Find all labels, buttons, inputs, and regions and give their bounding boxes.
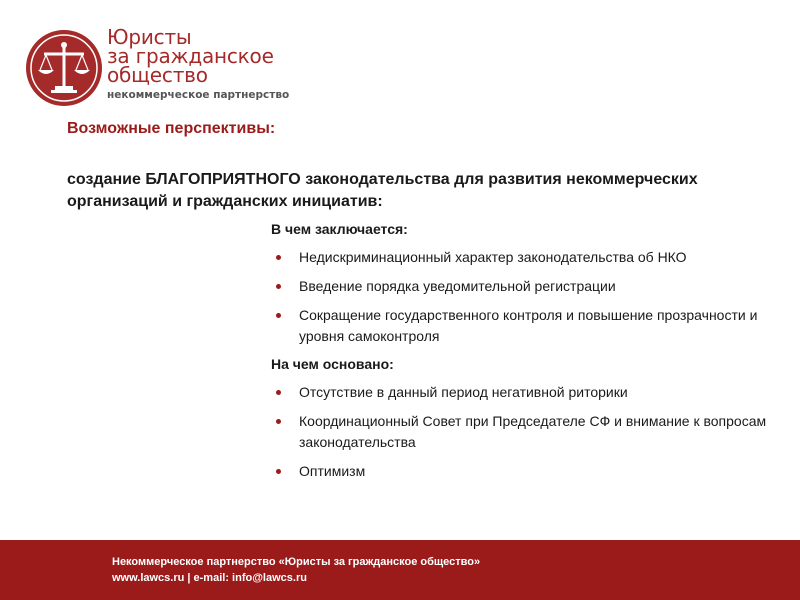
bullet-icon (276, 313, 281, 318)
list-item-text: Координационный Совет при Председателе СФ и внимание к вопросам законодательства (299, 413, 767, 450)
basis-list (271, 382, 771, 482)
bullet-icon (276, 255, 281, 260)
list-item (271, 411, 771, 453)
footer-contacts: www.lawcs.ru | e-mail: info@lawcs.ru (112, 572, 307, 584)
logo-emblem (24, 28, 104, 108)
list-item-text: Сокращение государственного контроля и повышение прозрачности и уровня самоконтроля (299, 307, 758, 344)
list-item (271, 382, 771, 403)
bullet-icon (276, 284, 281, 289)
bullet-icon (276, 469, 281, 474)
logo-title-line2: за гражданское (107, 44, 274, 68)
section-title-basis: На чем основано: (271, 356, 394, 372)
logo-subtitle: некоммерческое партнерство (107, 89, 290, 101)
bullet-icon (276, 390, 281, 395)
section-title-essence: В чем заключается: (271, 221, 408, 237)
logo-text (107, 25, 290, 101)
list-item-text: Оптимизм (299, 463, 366, 479)
logo-title-line1: Юристы (107, 25, 192, 49)
scales-of-justice-icon (24, 28, 104, 108)
list-item-text: Отсутствие в данный период негативной риторики (299, 384, 628, 400)
slide-lead-text: создание БЛАГОПРИЯТНОГО законодательства для развития некоммерческих организаций и гражданских инициатив: (67, 171, 698, 210)
essence-list (271, 247, 771, 347)
slide-content (271, 220, 771, 490)
footer-organization: Некоммерческое партнерство «Юристы за гражданское общество» (112, 556, 481, 568)
list-item (271, 461, 771, 482)
list-item (271, 276, 771, 297)
bullet-icon (276, 419, 281, 424)
footer-bar (0, 540, 800, 600)
list-item (271, 305, 771, 347)
logo-title-line3: общество (107, 63, 208, 87)
list-item-text: Введение порядка уведомительной регистрации (299, 278, 616, 294)
list-item-text: Недискриминационный характер законодательства об НКО (299, 249, 687, 265)
list-item (271, 247, 771, 268)
slide-heading: Возможные перспективы: (67, 120, 276, 137)
